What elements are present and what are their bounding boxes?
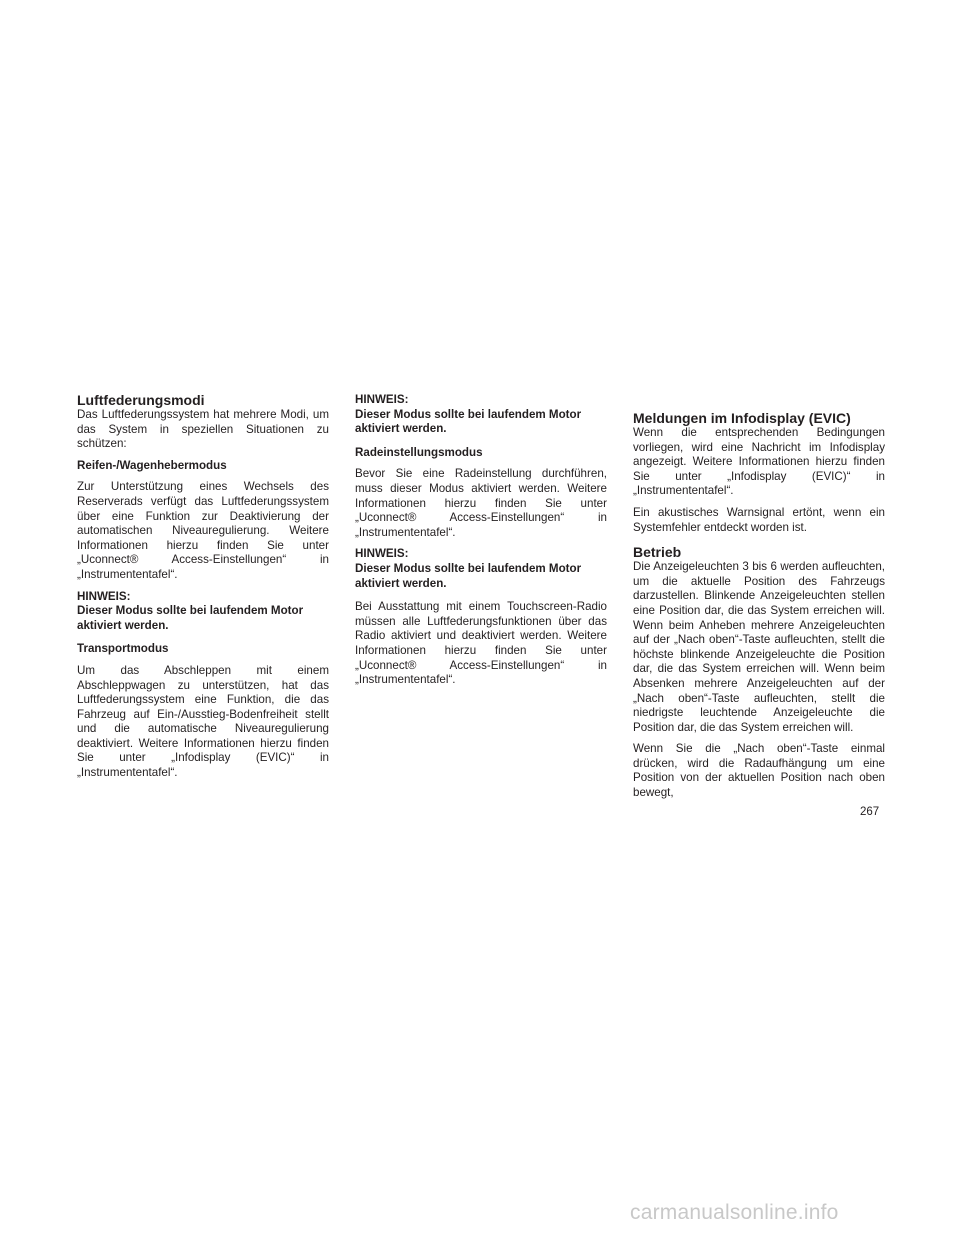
- note-block: [77, 590, 329, 634]
- column-middle: [355, 393, 607, 695]
- column-left: [77, 393, 329, 788]
- note-label: HINWEIS:: [355, 547, 409, 561]
- note-label: HINWEIS:: [77, 589, 131, 603]
- subheading-radeinstellungsmodus: Radeinstellungsmodus: [355, 445, 483, 459]
- note-block: [355, 547, 607, 591]
- note-text: Dieser Modus sollte bei laufendem Motor aktiviert werden.: [355, 561, 582, 590]
- column-right: [633, 393, 885, 808]
- betrieb-paragraph: Die Anzeigeleuchten 3 bis 6 werden aufleuchten, um die aktuelle Position des Fahrzeugs darzustellen. Blinkende Anzeigeleuchten stellen eine Position dar, die das System erreichen will. Wenn beim Anheben mehrere Anzeigeleuchten auf der „Nach oben“-Taste aufleuchten, stellt die höchste blinkende Anzeigeleuchte die Position dar, die das System erreichen will. Wenn beim Absenken mehrere Anzeigeleuchten auf der „Nach oben“-Taste aufleuchten, stellt die niedrigste leuchtende Anzeigeleuchte die Position dar, die das System erreichen will.: [633, 560, 885, 734]
- note-label: HINWEIS:: [355, 393, 409, 406]
- reifen-paragraph: Zur Unterstützung eines Wechsels des Reserverads verfügt das Luftfederungssystem über eine Funktion zur Deaktivierung der automatischen Niveauregulierung. Weitere Informationen hierzu finden Sie unter „Uconnect® Access-Einstellungen“ in „Instrumententafel“.: [77, 480, 329, 581]
- meldungen-paragraph: Wenn die entsprechenden Bedingungen vorliegen, wird eine Nachricht im Infodisplay angezeigt. Weitere Informationen hierzu finden Sie unter „Infodisplay (EVIC)“ in „Instrumententafel“.: [633, 426, 885, 498]
- page-number: 267: [860, 806, 880, 818]
- warnsignal-paragraph: Ein akustisches Warnsignal ertönt, wenn ein Systemfehler entdeckt worden ist.: [633, 505, 885, 534]
- section-heading-betrieb: Betrieb: [633, 544, 682, 561]
- touchscreen-paragraph: Bei Ausstattung mit einem Touchscreen-Radio müssen alle Luftfederungsfunktionen über das Radio aktiviert und deaktiviert werden. Weitere Informationen hierzu finden Sie unter „Uconnect® Access-Einstellungen“ in „Instrumententafel“.: [355, 600, 607, 687]
- nach-oben-paragraph: Wenn Sie die „Nach oben“-Taste einmal drücken, wird die Radaufhängung um eine Position von der aktuellen Position nach oben bewegt,: [633, 742, 885, 800]
- subheading-reifen-wagenheber: Reifen-/Wagenhebermodus: [77, 458, 227, 472]
- section-heading-luftfederungsmodi: Luftfederungsmodi: [77, 392, 205, 408]
- column-spacer: [633, 393, 885, 411]
- section-heading-meldungen: Meldungen im Infodisplay (EVIC): [633, 410, 851, 426]
- radeinstellung-paragraph: Bevor Sie eine Radeinstellung durchführen, muss dieser Modus aktiviert werden. Weitere Informationen hierzu finden Sie unter „Uconnect® Access-Einstellungen“ in „Instrumententafel“.: [355, 467, 607, 539]
- watermark: carmanualsonline.info: [630, 1201, 839, 1224]
- subheading-transportmodus: Transportmodus: [77, 642, 169, 656]
- note-text: Dieser Modus sollte bei laufendem Motor aktiviert werden.: [77, 604, 304, 632]
- note-text: Dieser Modus sollte bei laufendem Motor aktiviert werden.: [355, 407, 582, 436]
- note-block: [355, 393, 607, 437]
- transport-paragraph: Um das Abschleppen mit einem Abschleppwagen zu unterstützen, hat das Luftfederungssystem eine Funktion, die das Fahrzeug auf Ein-/Ausstieg-Bodenfreiheit stellt und die automatische Niveauregulierung deaktiviert. Weitere Informationen hierzu finden Sie unter „Infodisplay (EVIC)“ in „Instrumententafel“.: [77, 663, 329, 780]
- intro-paragraph: Das Luftfederungssystem hat mehrere Modi, um das System in speziellen Situationen zu schützen:: [77, 408, 329, 451]
